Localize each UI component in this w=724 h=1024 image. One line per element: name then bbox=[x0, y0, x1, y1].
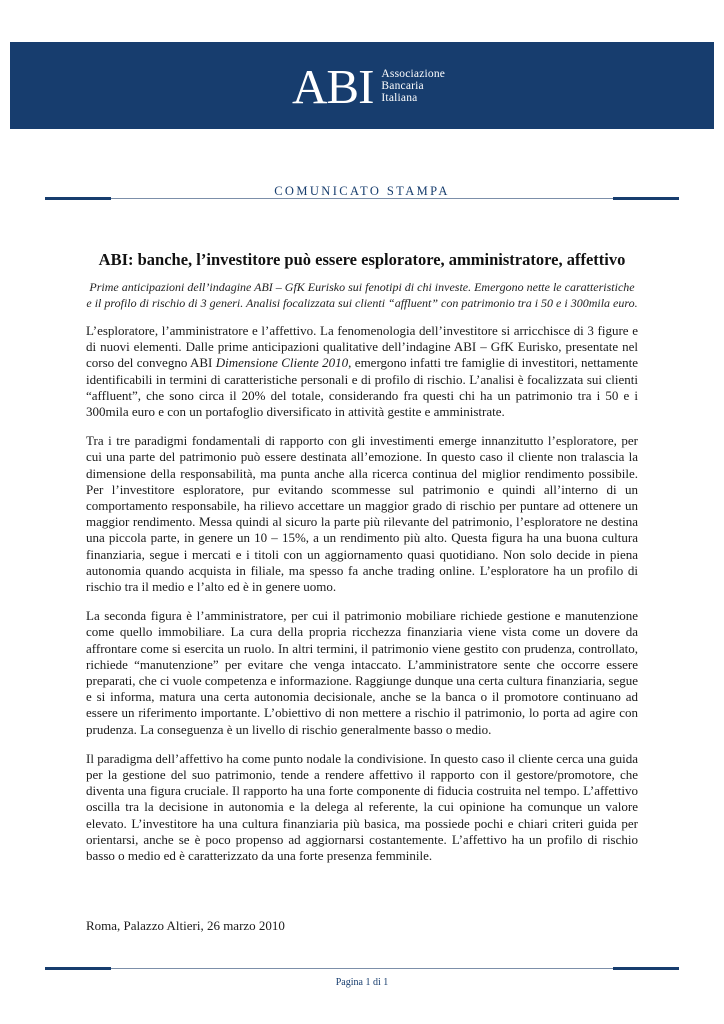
document-body bbox=[86, 323, 638, 877]
logo-line-3: Italiana bbox=[381, 92, 418, 104]
logo-line-2: Bancaria bbox=[381, 80, 424, 92]
top-divider-left-accent bbox=[45, 197, 111, 200]
press-release-kicker: COMUNICATO STAMPA bbox=[274, 184, 450, 198]
page-number: Pagina 1 di 1 bbox=[335, 977, 389, 988]
header-band bbox=[10, 42, 714, 129]
paragraph-1-part-a: L’esploratore, l’amministratore e l’affettivo. La fenomenologia dell’investitore si arricchisce di 3 figure e di nuovi elementi. Dalle prime anticipazioni qualitative dell’indagine ABI – GfK Eurisko, presentate nel corso del convegno ABI bbox=[86, 323, 638, 371]
event-name: Dimensione Cliente 2010 bbox=[215, 355, 349, 371]
paragraph-1 bbox=[86, 323, 638, 420]
top-divider bbox=[45, 198, 679, 199]
abi-logo bbox=[292, 58, 445, 114]
paragraph-1-part-b: , emergono infatti tre famiglie di investitori, nettamente identificabili in termini di caratteristiche personali e di profilo di rischio. L’analisi è focalizzata sui clienti “affluent”, che sono circa il 20% del totale, considerando fra questi chi ha un patrimonio tra i 50 e i 300mila euro e con un portafoglio diversificato in attività gestite e amministrate. bbox=[86, 355, 638, 420]
document-subtitle: Prime anticipazioni dell’indagine ABI – GfK Eurisko sui fenotipi di chi investe. Emergono nette le caratteristiche e il profilo di rischio di 3 generi. Analisi focalizzata sui clienti “affluent” con patrimonio tra i 50 e i 300mila euro. bbox=[86, 280, 638, 310]
logo-line-1: Associazione bbox=[381, 68, 446, 80]
bottom-divider bbox=[45, 968, 679, 969]
bottom-divider-right-accent bbox=[613, 967, 679, 970]
logo-text bbox=[381, 68, 445, 104]
document-title: ABI: banche, l’investitore può essere esploratore, amministratore, affettivo bbox=[98, 250, 626, 269]
logo-mark: ABI bbox=[292, 58, 374, 114]
paragraph-3: La seconda figura è l’amministratore, per cui il patrimonio mobiliare richiede gestione e manutenzione come quello immobiliare. La cura della propria ricchezza finanziaria viene vista come un dovere da affrontare come si esercita un ruolo. In altri termini, il patrimonio viene gestito con prudenza, controllato, richiede “manutenzione” per evitare che venga intaccato. L’amministratore sente che occorre essere preparati, che ci vuole competenza e informazione. Raggiunge dunque una certa cultura finanziaria, segue e si informa, matura una certa autonomia decisionale, anche se la banca o il promotore continuano ad essere un riferimento importante. L’obiettivo di non mettere a rischio il patrimonio, lo porta ad agire con prudenza. La conseguenza è un livello di rischio generalmente basso o medio. bbox=[86, 608, 638, 737]
top-divider-right-accent bbox=[613, 197, 679, 200]
place-date: Roma, Palazzo Altieri, 26 marzo 2010 bbox=[86, 918, 285, 933]
bottom-divider-left-accent bbox=[45, 967, 111, 970]
paragraph-2: Tra i tre paradigmi fondamentali di rapporto con gli investimenti emerge innanzitutto l’esploratore, per cui una parte del patrimonio può essere destinata all’emozione. In questo caso il cliente non tralascia la dimensione della responsabilità, ma punta anche alla ricerca continua del miglior rendimento possibile. Per l’investitore esploratore, pur evitando scommesse sul patrimonio e quindi all’interno di un comportamento responsabile, ha rilievo accettare un maggior grado di rischio per puntare ad ottenere un maggior rendimento. Messa quindi al sicuro la parte più rilevante del patrimonio, l’esploratore ne destina una piccola parte, in genere un 10 – 15%, a un rendimento più alto. Questa figura ha una buona cultura finanziaria, segue i mercati e i titoli con un aggiornamento quasi quotidiano. Non solo decide in piena autonomia quando acquista in filiale, ma spesso fa anche trading online. L’esploratore ha un profilo di rischio tra il medio e l’alto ed è in genere uomo. bbox=[86, 433, 638, 595]
paragraph-4: Il paradigma dell’affettivo ha come punto nodale la condivisione. In questo caso il cliente cerca una guida per la gestione del suo patrimonio, tende a rendere affettivo il rapporto con il gestore/promotore, che diventa una figura cruciale. Il rapporto ha una forte componente di fiducia costruita nel tempo. L’affettivo oscilla tra la decisione in autonomia e la delega al referente, la cui opinione ha comunque un valore elevato. L’investitore ha una cultura finanziaria più basica, ma possiede pochi e chiari criteri guida per orientarsi, anche se è poco propenso ad aggiornarsi costantemente. L’affettivo ha un profilo di rischio basso o medio ed è caratterizzato da una forte presenza femminile. bbox=[86, 750, 638, 864]
